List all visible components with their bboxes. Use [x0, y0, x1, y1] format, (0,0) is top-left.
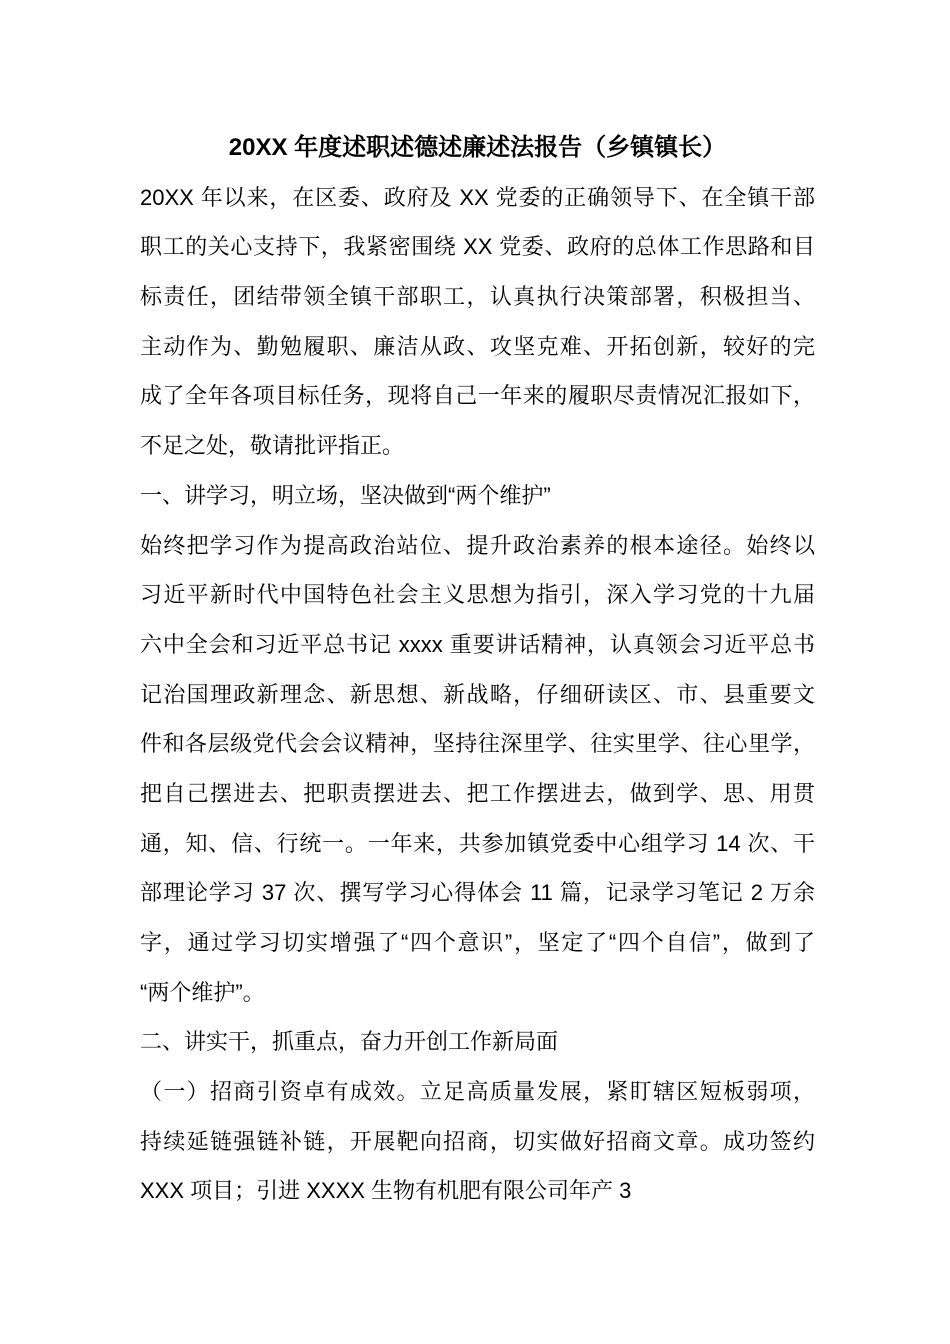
- section-heading: 一、讲学习，明立场，坚决做到“两个维护”: [140, 482, 551, 508]
- document-line: 持续延链强链补链，开展靶向招商，切实做好招商文章。成功签约: [140, 1128, 815, 1154]
- document-line: 始终把学习作为提高政治站位、提升政治素养的根本途径。始终以: [140, 532, 815, 558]
- document-line: 标责任，团结带领全镇干部职工，认真执行决策部署，积极担当、: [140, 284, 815, 310]
- document-line: XXX 项目；引进 XXXX 生物有机肥有限公司年产 3: [140, 1178, 632, 1204]
- document-line: 把自己摆进去、把职责摆进去、把工作摆进去，做到学、思、用贯: [140, 780, 815, 806]
- document-line: 六中全会和习近平总书记 xxxx 重要讲话精神，认真领会习近平总书: [140, 631, 815, 657]
- document-line: 部理论学习 37 次、撰写学习心得体会 11 篇，记录学习笔记 2 万余: [140, 880, 815, 906]
- section-heading: 二、讲实干，抓重点，奋力开创工作新局面: [140, 1029, 559, 1055]
- document-line: 20XX 年以来，在区委、政府及 XX 党委的正确领导下、在全镇干部: [140, 184, 815, 210]
- document-line: （一）招商引资卓有成效。立足高质量发展，紧盯辖区短板弱项，: [140, 1079, 815, 1105]
- document-line: 主动作为、勤勉履职、廉洁从政、攻坚克难、开拓创新，较好的完: [140, 333, 815, 359]
- document-title: 20XX 年度述职述德述廉述法报告（乡镇镇长）: [228, 134, 727, 161]
- document-line: 不足之处，敬请批评指正。: [140, 433, 405, 459]
- document-line: 记治国理政新理念、新思想、新战略，仔细研读区、市、县重要文: [140, 681, 815, 707]
- document-line: 职工的关心支持下，我紧密围绕 XX 党委、政府的总体工作思路和目: [140, 234, 815, 260]
- document-line: “两个维护”。: [140, 979, 265, 1005]
- document-line: 件和各层级党代会会议精神，坚持往深里学、往实里学、往心里学，: [140, 731, 815, 757]
- document-line: 成了全年各项目标任务，现将自己一年来的履职尽责情况汇报如下，: [140, 383, 815, 409]
- document-line: 字，通过学习切实增强了“四个意识”，坚定了“四个自信”，做到了: [140, 930, 815, 956]
- document-line: 通，知、信、行统一。一年来，共参加镇党委中心组学习 14 次、干: [140, 830, 815, 856]
- document-line: 习近平新时代中国特色社会主义思想为指引，深入学习党的十九届: [140, 582, 815, 608]
